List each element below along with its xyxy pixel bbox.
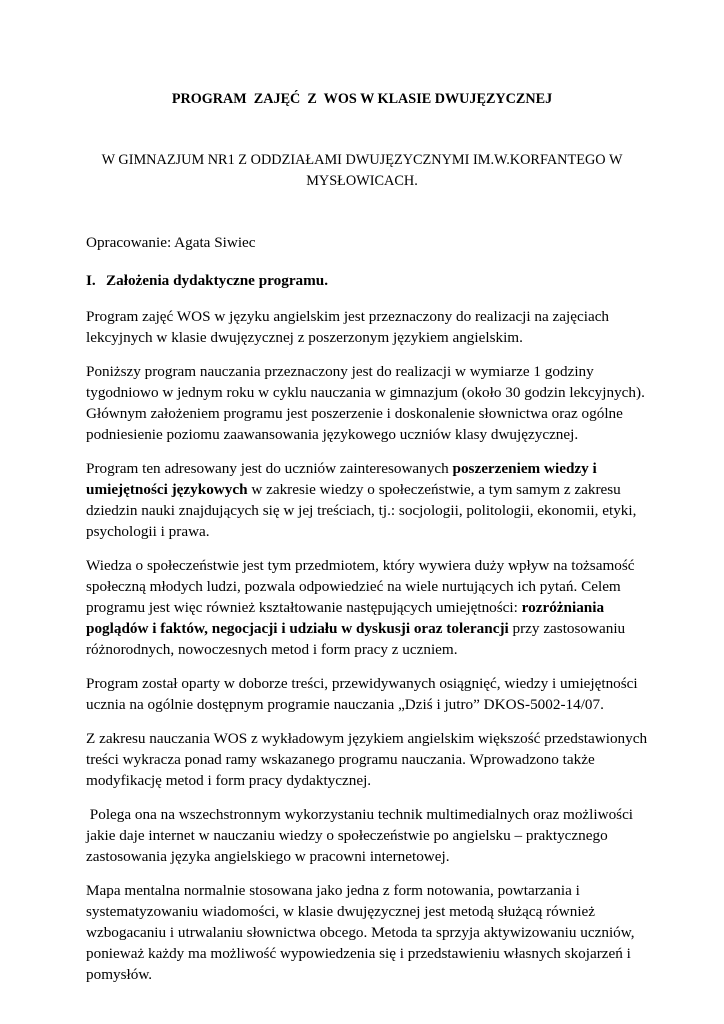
paragraph-line: lekcyjnych w klasie dwujęzycznej z poszerzonym językiem angielskim. [86,329,523,346]
paragraph-line: Program został oparty w doborze treści, przewidywanych osiągnięć, wiedzy i umiejętności [86,675,638,692]
paragraph-7 [86,804,652,867]
paragraph-line: tygodniowo w jednym roku w cyklu nauczania w gimnazjum (około 30 godzin lekcyjnych). [86,384,645,401]
paragraph-1 [86,306,652,348]
bold-text-run: rozróżniania [521,599,605,616]
text-run: przy zastosowaniu [508,620,626,637]
paragraph-line: zastosowania języka angielskiego w pracowni internetowej. [86,848,450,865]
paragraph-line: jakie daje internet w nauczaniu wiedzy o społeczeństwie po angielsku – praktycznego [86,827,608,844]
paragraph-2 [86,361,652,445]
paragraph-line: Wiedza o społeczeństwie jest tym przedmiotem, który wywiera duży wpływ na tożsamość [86,557,635,574]
paragraph-line: społeczną młodych ludzi, pozwala odpowiedzieć na wiele nurtujących ich pytań. Celem [86,578,621,595]
document-subtitle [86,150,638,192]
text-run: Program ten adresowany jest do uczniów zainteresowanych [86,460,453,477]
paragraph-line: Mapa mentalna normalnie stosowana jako jedna z form notowania, powtarzania i [86,882,580,899]
section-title: Założenia dydaktyczne programu. [106,272,329,289]
paragraph-line: treści wykracza ponad ramy wskazanego programu nauczania. Wprowadzono także [86,751,595,768]
paragraph-line: Poniższy program nauczania przeznaczony jest do realizacji w wymiarze 1 godziny [86,363,594,380]
text-run: w zakresie wiedzy o społeczeństwie, a tym samym z zakresu [247,481,621,498]
subtitle-line: W GIMNAZJUM NR1 Z ODDZIAŁAMI DWUJĘZYCZNYMI IM.W.KORFANTEGO W [101,152,623,168]
document-body [86,232,652,998]
paragraph-line: ponieważ każdy ma możliwość wypowiedzenia się i przedstawieniu własnych skojarzeń i [86,945,631,962]
paragraph-line [86,618,652,639]
paragraph-line: Program zajęć WOS w języku angielskim jest przeznaczony do realizacji na zajęciach [86,308,610,325]
paragraph-line: modyfikację metod i form pracy dydaktycznej. [86,772,372,789]
section-heading [86,270,652,291]
paragraph-4 [86,555,652,660]
paragraph-line: Z zakresu nauczania WOS z wykładowym językiem angielskim większość przedstawionych [86,730,648,747]
paragraph-line: podniesienie poziomu zaawansowania językowego uczniów klasy dwujęzycznej. [86,426,579,443]
paragraph-line: psychologii i prawa. [86,523,210,540]
subtitle-line: MYSŁOWICACH. [306,173,418,189]
bold-text-run: umiejętności językowych [86,481,248,498]
paragraph-8 [86,880,652,985]
paragraph-line: wzbogacaniu i utrwalaniu słownictwa obcego. Metoda ta sprzyja aktywizowaniu uczniów, [86,924,635,941]
paragraph-line [86,597,652,618]
paragraph-line: dziedzin nauki znajdujących się w jej treściach, tj.: socjologii, politologii, ekonomii, etyki, [86,502,637,519]
document-title: PROGRAM ZAJĘĆ Z WOS W KLASIE DWUJĘZYCZNEJ [171,91,553,107]
bold-text-run: poglądów i faktów, negocjacji i udziału w dyskusji oraz tolerancji [86,620,509,637]
bold-text-run: poszerzeniem wiedzy i [452,460,597,477]
paragraph-line: pomysłów. [86,966,153,983]
paragraph-5 [86,673,652,715]
author-line: Opracowanie: Agata Siwiec [86,234,256,251]
paragraph-line: systematyzowaniu wiadomości, w klasie dwujęzycznej jest metodą służącą również [86,903,596,920]
section-number: I. [86,272,96,289]
text-run: programu jest więc również kształtowanie następujących umiejętności: [86,599,522,616]
paragraph-line [86,458,652,479]
paragraph-3 [86,458,652,542]
paragraph-line: Głównym założeniem programu jest poszerzenie i doskonalenie słownictwa oraz ogólne [86,405,623,422]
paragraph-line: różnorodnych, nowoczesnych metod i form pracy z uczniem. [86,641,458,658]
paragraph-6 [86,728,652,791]
paragraph-line [86,479,652,500]
paragraph-line: ucznia na ogólnie dostępnym programie nauczania „Dziś i jutro” DKOS-5002-14/07. [86,696,604,713]
paragraph-line: Polega ona na wszechstronnym wykorzystaniu technik multimedialnych oraz możliwości [86,806,634,823]
